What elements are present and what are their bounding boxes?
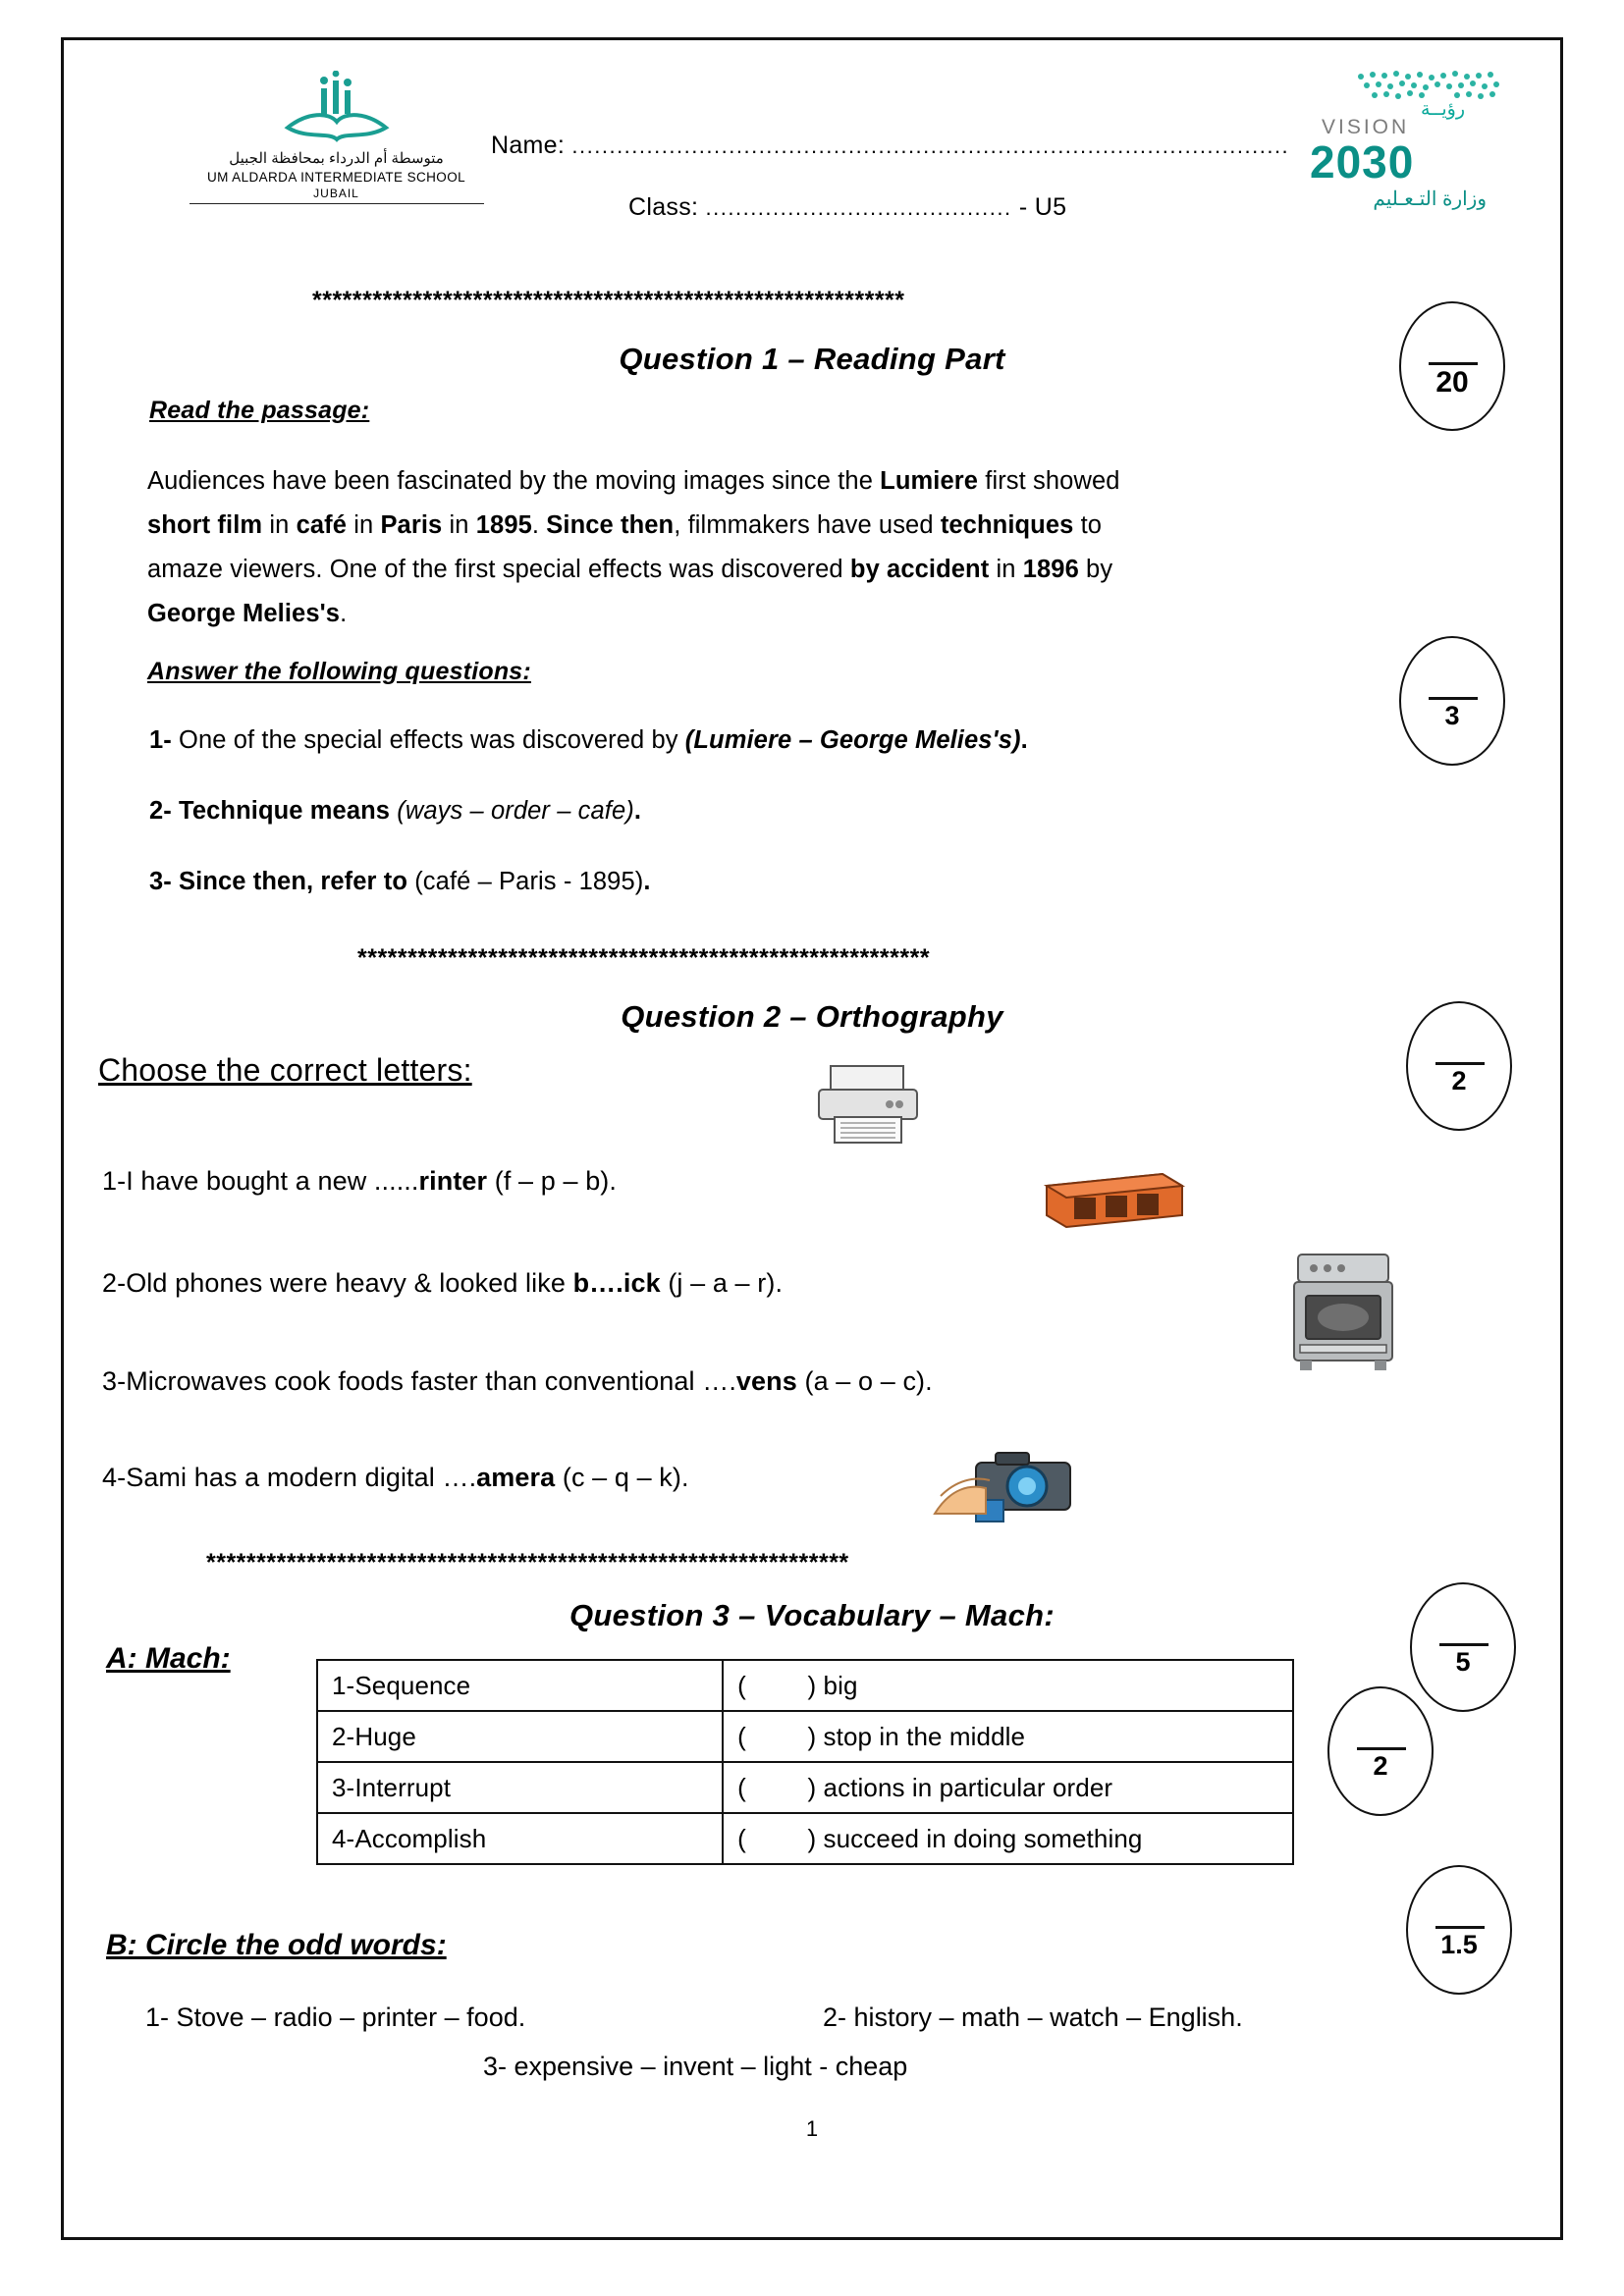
match-right-text-1: ) big bbox=[807, 1670, 858, 1700]
match-left-2: 2-Huge bbox=[317, 1711, 723, 1762]
q2-item-1[interactable]: 1-I have bought a new ......rinter (f – p – b). bbox=[102, 1166, 617, 1196]
q2-item-2[interactable]: 2-Old phones were heavy & looked like b….ick (j – a – r). bbox=[102, 1268, 784, 1298]
mark-divider-line bbox=[1357, 1747, 1406, 1750]
camera-icon bbox=[931, 1445, 1098, 1533]
page-number: 1 bbox=[805, 2116, 819, 2141]
name-label: Name: bbox=[491, 132, 566, 159]
school-city: JUBAIL bbox=[313, 187, 359, 200]
class-input[interactable]: ......................................... bbox=[705, 195, 1012, 220]
table-row[interactable] bbox=[317, 1813, 1293, 1864]
name-field-row[interactable] bbox=[491, 132, 1289, 160]
vision-2030-logo-icon bbox=[1271, 71, 1516, 211]
match-left-3: 3-Interrupt bbox=[317, 1762, 723, 1813]
unit-label: - U5 bbox=[1018, 193, 1067, 221]
odd-word-item-2[interactable]: 2- history – math – watch – English. bbox=[823, 2002, 1243, 2032]
question-1-mark-value: 20 bbox=[1435, 366, 1469, 399]
vision-arabic-label: رؤيــة bbox=[1421, 99, 1465, 120]
question-3b-mark-value: 2 bbox=[1373, 1751, 1388, 1781]
q1-item-3[interactable]: 3- Since then, refer to (café – Paris - 1895). bbox=[149, 868, 651, 895]
question-1-mark bbox=[1399, 301, 1505, 431]
choose-letters-heading: Choose the correct letters: bbox=[98, 1052, 472, 1088]
match-right-text-3: ) actions in particular order bbox=[807, 1772, 1113, 1802]
stove-icon bbox=[1284, 1245, 1402, 1377]
passage-line-4: George Melies's. bbox=[147, 600, 348, 627]
q1-item-1[interactable]: 1- One of the special effects was discovered by (Lumiere – George Melies's). bbox=[149, 726, 1028, 754]
question-3b-mark bbox=[1327, 1686, 1434, 1816]
name-input[interactable]: ................................................................................................ bbox=[571, 133, 1290, 158]
read-passage-heading: Read the passage: bbox=[149, 397, 370, 424]
school-divider bbox=[189, 203, 484, 204]
mark-divider-line bbox=[1439, 1643, 1489, 1646]
q2-item-4[interactable]: 4-Sami has a modern digital ….amera (c – q – k). bbox=[102, 1463, 689, 1492]
vision-dot-pattern bbox=[1271, 71, 1516, 116]
ministry-label: وزارة التـعـليم bbox=[1373, 188, 1487, 210]
odd-word-item-1[interactable]: 1- Stove – radio – printer – food. bbox=[145, 2002, 526, 2032]
class-field-row[interactable] bbox=[628, 193, 1066, 222]
table-row[interactable] bbox=[317, 1660, 1293, 1711]
match-right-text-2: ) stop in the middle bbox=[807, 1721, 1026, 1751]
match-right-1[interactable] bbox=[723, 1660, 1293, 1711]
school-name-arabic: متوسطة أم الدرداء بمحافظة الجبيل bbox=[229, 150, 444, 167]
odd-word-item-3[interactable]: 3- expensive – invent – light - cheap bbox=[483, 2052, 908, 2081]
section-a-label: A: Mach: bbox=[106, 1642, 231, 1675]
school-logo bbox=[167, 71, 506, 204]
answer-paren: ( bbox=[737, 1772, 746, 1802]
match-right-2[interactable] bbox=[723, 1711, 1293, 1762]
match-left-1: 1-Sequence bbox=[317, 1660, 723, 1711]
question-3a-mark-value: 5 bbox=[1455, 1647, 1471, 1677]
question-1b-mark-value: 3 bbox=[1444, 701, 1460, 730]
q2-item-3[interactable]: 3-Microwaves cook foods faster than conventional ….vens (a – o – c). bbox=[102, 1366, 933, 1396]
vision-word: VISION bbox=[1322, 116, 1410, 138]
document-header bbox=[79, 61, 1545, 247]
answer-paren: ( bbox=[737, 1823, 746, 1853]
vision-year: 2030 bbox=[1310, 136, 1415, 187]
q1-item-2[interactable]: 2- Technique means (ways – order – cafe). bbox=[149, 797, 642, 825]
question-2-mark bbox=[1406, 1001, 1512, 1131]
separator-1: *********************************************************** bbox=[312, 287, 905, 314]
class-label: Class: bbox=[628, 193, 699, 221]
answer-paren: ( bbox=[737, 1721, 746, 1751]
printer-icon bbox=[805, 1060, 933, 1153]
passage-line-1: Audiences have been fascinated by the moving images since the Lumiere first showed bbox=[147, 467, 1120, 495]
mark-divider-line bbox=[1429, 362, 1478, 365]
question-2-title: Question 2 – Orthography bbox=[621, 999, 1003, 1034]
question-1b-mark bbox=[1399, 636, 1505, 766]
open-book-logo-icon bbox=[278, 71, 396, 147]
separator-2: ********************************************************* bbox=[357, 944, 931, 972]
mark-divider-line bbox=[1429, 697, 1478, 700]
mark-divider-line bbox=[1435, 1062, 1485, 1065]
section-b-label: B: Circle the odd words: bbox=[106, 1929, 447, 1961]
table-row[interactable] bbox=[317, 1711, 1293, 1762]
mark-divider-line bbox=[1435, 1926, 1485, 1929]
table-row[interactable] bbox=[317, 1762, 1293, 1813]
match-left-4: 4-Accomplish bbox=[317, 1813, 723, 1864]
question-3a-mark bbox=[1410, 1582, 1516, 1712]
question-2-mark-value: 2 bbox=[1451, 1066, 1467, 1095]
passage-line-3: amaze viewers. One of the first special effects was discovered by accident in 1896 by bbox=[147, 556, 1113, 583]
question-3-title: Question 3 – Vocabulary – Mach: bbox=[569, 1598, 1055, 1632]
match-right-4[interactable] bbox=[723, 1813, 1293, 1864]
separator-3: **************************************************************** bbox=[206, 1549, 849, 1576]
question-3c-mark-value: 1.5 bbox=[1440, 1930, 1478, 1959]
answer-questions-heading: Answer the following questions: bbox=[147, 658, 531, 685]
matching-table bbox=[316, 1659, 1294, 1865]
passage-line-2: short film in café in Paris in 1895. Since then, filmmakers have used techniques to bbox=[147, 511, 1103, 539]
question-1-title: Question 1 – Reading Part bbox=[619, 342, 1005, 376]
match-right-text-4: ) succeed in doing something bbox=[807, 1823, 1143, 1853]
school-name-english: UM ALDARDA INTERMEDIATE SCHOOL bbox=[206, 170, 466, 185]
match-right-3[interactable] bbox=[723, 1762, 1293, 1813]
reading-passage bbox=[147, 459, 1414, 636]
question-3c-mark bbox=[1406, 1865, 1512, 1995]
answer-paren: ( bbox=[737, 1670, 746, 1700]
brick-icon bbox=[1033, 1158, 1190, 1242]
